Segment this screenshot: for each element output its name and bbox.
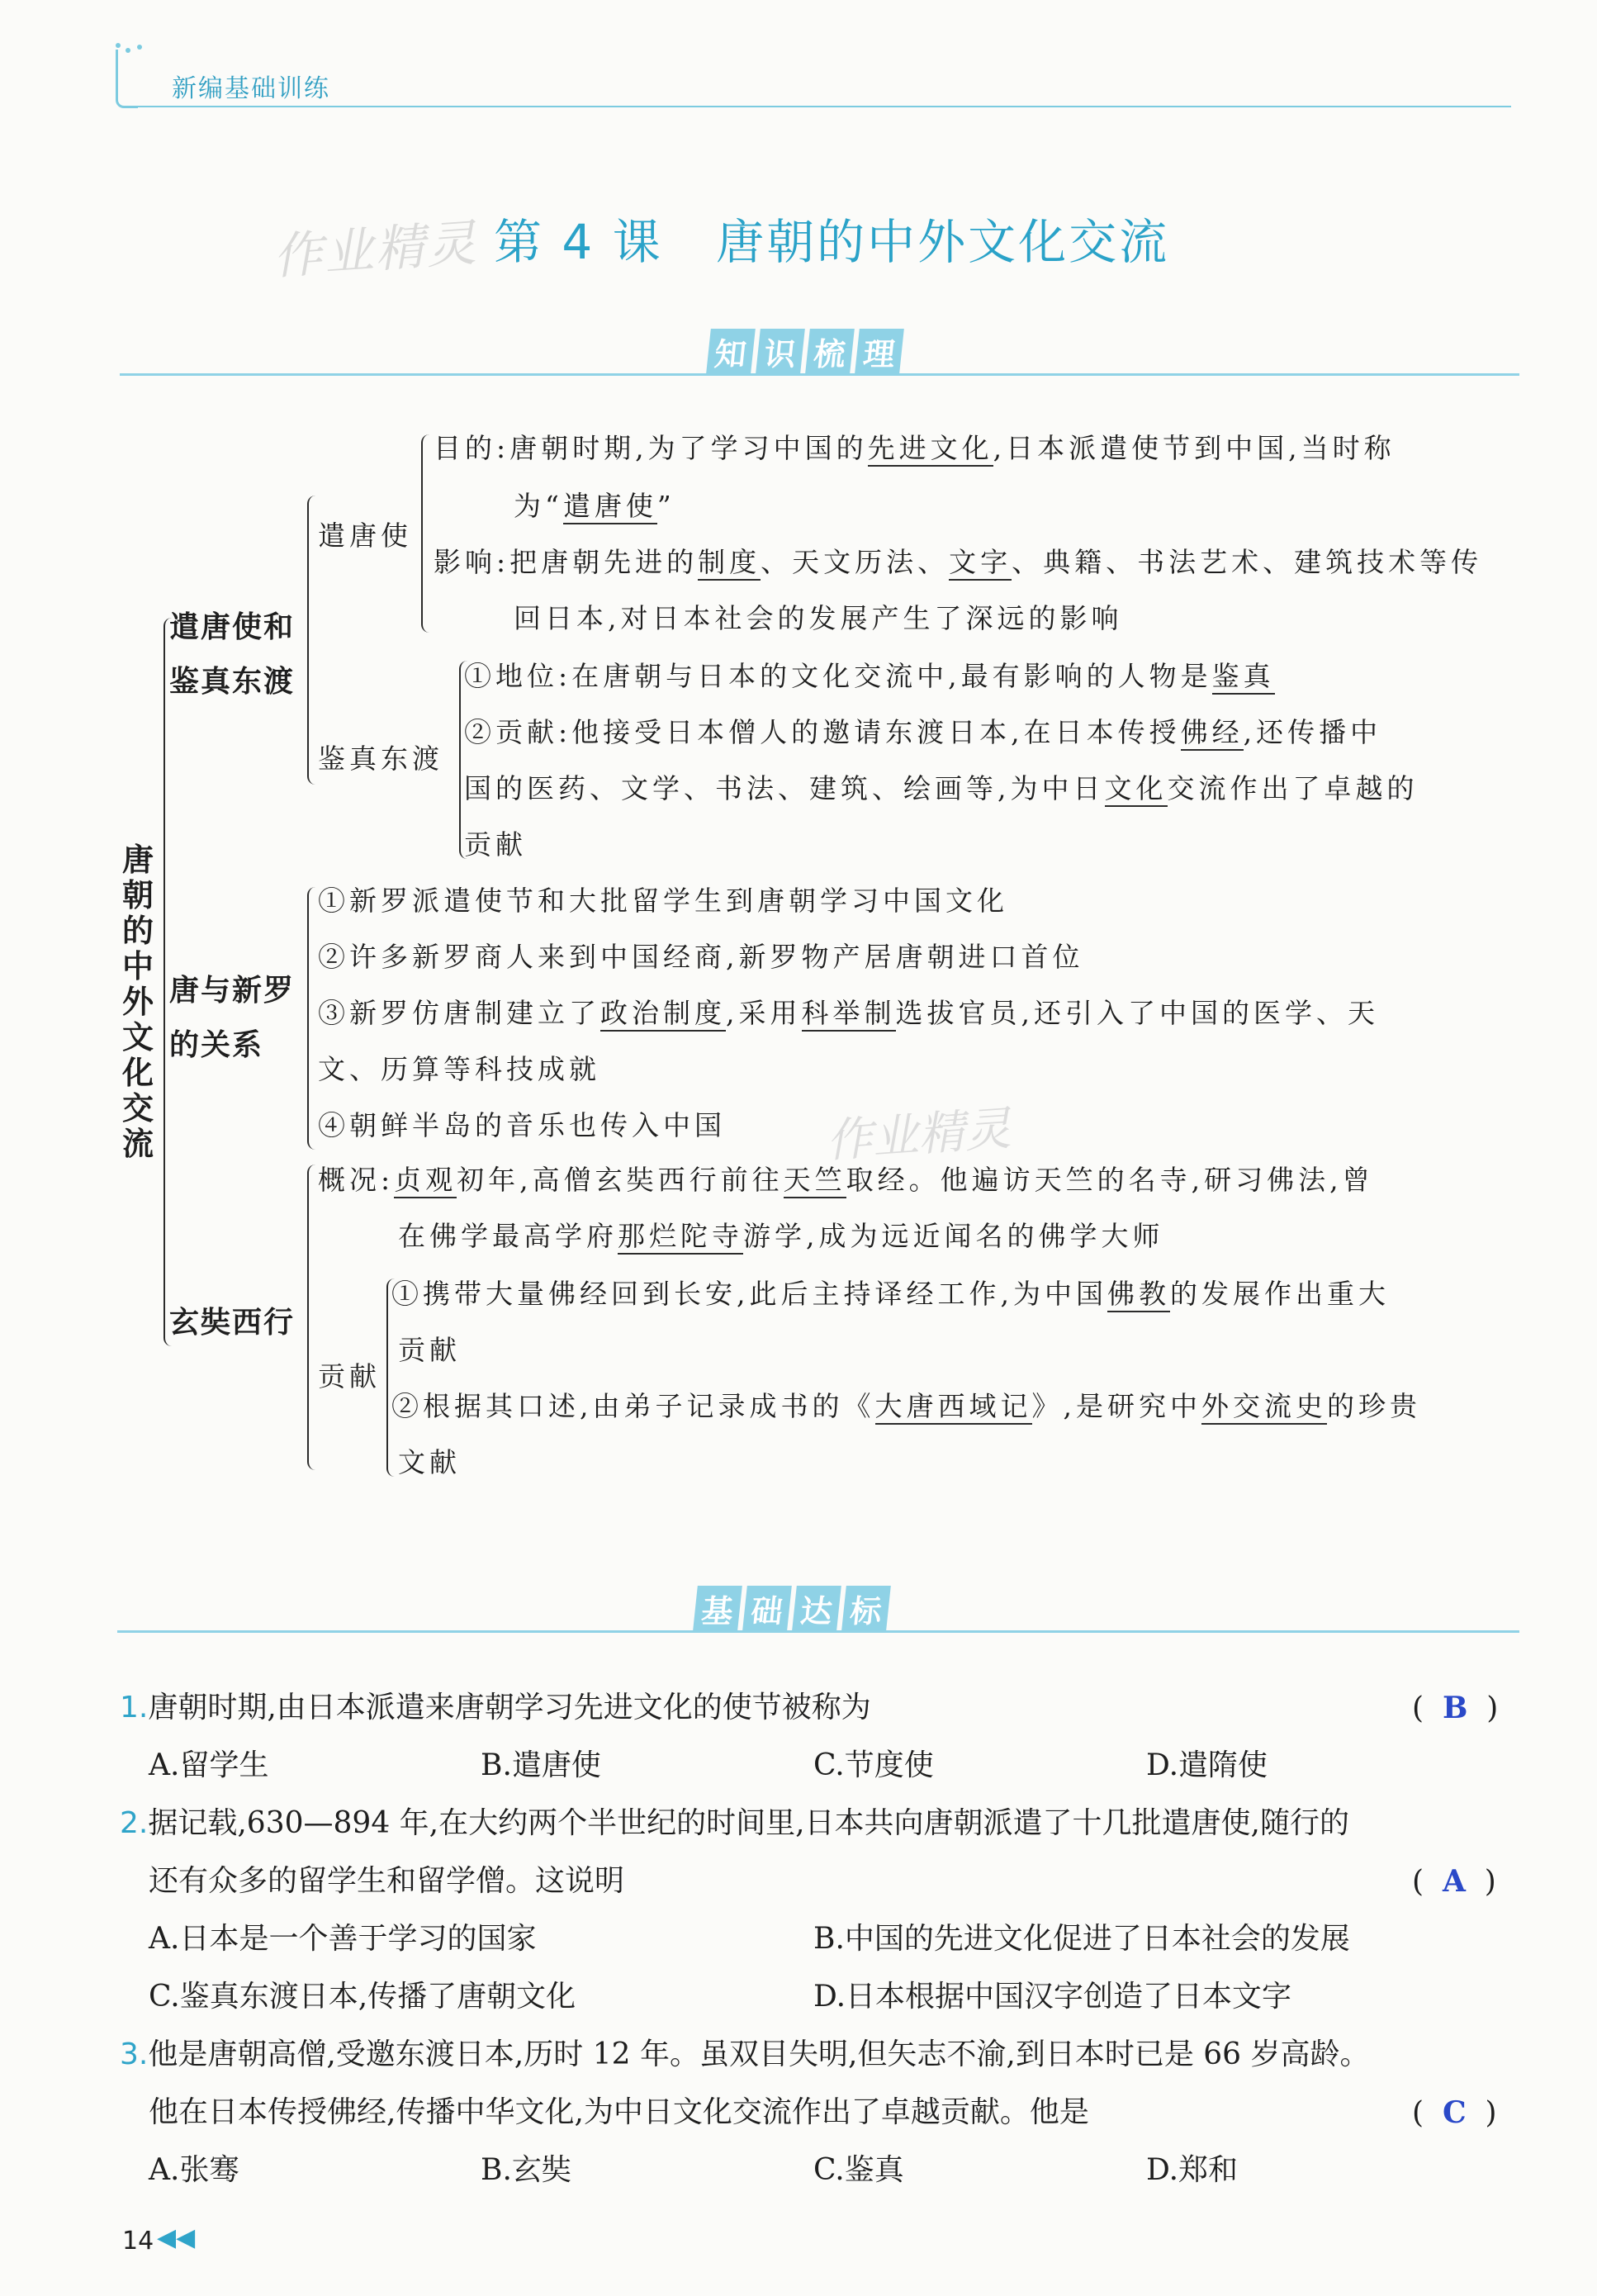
key-term: 遣唐使: [563, 490, 657, 524]
b1-sub2-label: 鉴真东渡: [318, 742, 443, 775]
key-term: 科举制: [802, 997, 896, 1032]
b3-contribution-1-line1: ①携带大量佛经回到长安,此后主持译经工作,为中国佛教的发展作出重大: [391, 1280, 1390, 1307]
tree-root: 唐朝的中外文化交流: [121, 842, 154, 1162]
double-arrow-left-icon: ◀◀: [157, 2223, 196, 2252]
banner-char: 识: [756, 329, 805, 373]
section-banner-knowledge: [708, 329, 902, 373]
key-term: 佛教: [1107, 1278, 1170, 1312]
b3-contribution-2-line1: ②根据其口述,由弟子记录成书的《大唐西域记》,是研究中外交流史的珍贵: [391, 1392, 1421, 1420]
answer-letter: A: [1442, 1864, 1466, 1899]
b1-sub1-brace: [421, 434, 431, 633]
answer-bracket: ( C ): [1412, 2095, 1497, 2130]
option: C.节度使: [813, 1748, 934, 1782]
banner-char: 知: [706, 329, 756, 373]
answer-letter: B: [1442, 1691, 1468, 1725]
key-term: 先进文化: [868, 432, 993, 467]
branch2-title-line2: 的关系: [169, 1028, 264, 1062]
question-number: 3.: [120, 2037, 149, 2071]
b1-jianzhen-line3: 国的医药、文学、书法、建筑、绘画等,为中日文化交流作出了卓越的: [464, 775, 1419, 802]
b1-influence-line2: 回日本,对日本社会的发展产生了深远的影响: [514, 602, 1123, 634]
key-term: 文字: [949, 546, 1012, 581]
key-term: 文化: [1105, 772, 1168, 807]
b1-purpose-line1: 目的:唐朝时期,为了学习中国的先进文化,日本派遣使节到中国,当时称: [434, 434, 1396, 462]
branch1-brace: [307, 496, 319, 785]
watermark-logo: 作业精灵: [824, 1102, 1013, 1169]
watermark-logo: 作业精灵: [271, 214, 480, 287]
question-3-stem-line1: 3.他是唐朝高僧,受邀东渡日本,历时 12 年。虽双目失明,但矢志不渝,到日本时已是 66 岁高龄。: [120, 2037, 1370, 2071]
series-title: 新编基础训练: [172, 74, 330, 103]
banner-char: 理: [855, 329, 904, 373]
branch1-title-line2: 鉴真东渡: [169, 665, 296, 699]
answer-bracket: ( A ): [1412, 1864, 1496, 1899]
b2-line3: ③新罗仿唐制建立了政治制度,采用科举制选拔官员,还引入了中国的医学、天: [318, 999, 1379, 1027]
key-term: 鉴真: [1212, 660, 1275, 695]
option: A.日本是一个善于学习的国家: [149, 1922, 537, 1956]
key-term: 外交流史: [1201, 1390, 1327, 1425]
b1-influence-line1: 影响:把唐朝先进的制度、天文历法、文字、典籍、书法艺术、建筑技术等传: [434, 548, 1482, 576]
b1-jianzhen-line1: ①地位:在唐朝与日本的文化交流中,最有影响的人物是鉴真: [464, 662, 1275, 690]
banner-char: 达: [792, 1586, 841, 1630]
option: C.鉴真: [813, 2153, 904, 2187]
b2-line2: ②许多新罗商人来到中国经商,新罗物产居唐朝进口首位: [318, 941, 1084, 973]
lesson-title: [494, 203, 1169, 273]
header-bracket: [116, 50, 138, 108]
option: A.张骞: [149, 2153, 239, 2187]
b1-jianzhen-line2: ②贡献:他接受日本僧人的邀请东渡日本,在日本传授佛经,还传播中: [464, 719, 1381, 746]
b3-contribution-1-line2: 贡献: [398, 1334, 461, 1366]
option: D.日本根据中国汉字创造了日本文字: [813, 1980, 1292, 2014]
b3-overview-line2: 在佛学最高学府那烂陀寺游学,成为远近闻名的佛学大师: [398, 1222, 1164, 1250]
b3-overview-line1: 概况:贞观初年,高僧玄奘西行前往天竺取经。他遍访天竺的名寺,研习佛法,曾: [318, 1166, 1374, 1193]
answer-bracket: ( B ): [1412, 1691, 1499, 1725]
option: D.郑和: [1146, 2153, 1239, 2187]
branch2-brace: [307, 887, 319, 1150]
key-term: 佛经: [1181, 716, 1244, 751]
b2-line5: ④朝鲜半岛的音乐也传入中国: [318, 1109, 726, 1141]
option: B.玄奘: [481, 2153, 571, 2187]
question-2-stem-line1: 2.据记载,630—894 年,在大约两个半世纪的时间里,日本共向唐朝派遣了十几批遣唐使,随行的: [120, 1806, 1350, 1840]
branch3-title: 玄奘西行: [169, 1306, 296, 1340]
b1-sub1-label: 遣唐使: [318, 519, 412, 552]
b2-line1: ①新罗派遣使节和大批留学生到唐朝学习中国文化: [318, 885, 1008, 917]
banner-char: 础: [742, 1586, 792, 1630]
section-rule: [120, 373, 1519, 376]
option: B.遣唐使: [481, 1748, 601, 1782]
question-number: 2.: [120, 1806, 149, 1840]
option: A.留学生: [149, 1748, 269, 1782]
branch3-brace: [307, 1165, 319, 1470]
b3-contribution-label: 贡献: [318, 1360, 381, 1392]
key-term: 制度: [698, 546, 761, 581]
option: C.鉴真东渡日本,传播了唐朝文化: [149, 1980, 576, 2014]
b3-contribution-2-line2: 文献: [398, 1446, 461, 1478]
option: B.中国的先进文化促进了日本社会的发展: [813, 1922, 1350, 1956]
b2-line4: 文、历算等科技成就: [318, 1053, 600, 1085]
banner-char: 标: [841, 1586, 891, 1630]
question-2-stem-line2: 还有众多的留学生和留学僧。这说明: [149, 1864, 625, 1898]
key-term: 那烂陀寺: [618, 1220, 743, 1255]
branch2-title-line1: 唐与新罗: [169, 974, 296, 1008]
b1-purpose-line2: 为“遣唐使”: [514, 492, 675, 519]
key-term: 大唐西域记: [875, 1390, 1032, 1425]
lesson-number: 第 4 课: [494, 214, 663, 270]
section-rule: [117, 1630, 1519, 1633]
question-1-stem: 1.唐朝时期,由日本派遣来唐朝学习先进文化的使节被称为: [120, 1691, 871, 1724]
page-number: 14: [122, 2227, 154, 2256]
banner-char: 梳: [805, 329, 855, 373]
key-term: 贞观: [394, 1164, 457, 1198]
key-term: 天竺: [784, 1164, 846, 1198]
branch1-title-line1: 遣唐使和: [169, 610, 296, 644]
question-3-stem-line2: 他在日本传授佛经,传播中华文化,为中日文化交流作出了卓越贡献。他是: [149, 2095, 1089, 2129]
b1-jianzhen-line4: 贡献: [464, 828, 527, 861]
key-term: 政治制度: [600, 997, 726, 1032]
header-rule: [132, 106, 1511, 107]
answer-letter: C: [1442, 2095, 1467, 2130]
lesson-name: 唐朝的中外文化交流: [716, 214, 1170, 270]
section-banner-basic: [695, 1586, 889, 1630]
question-number: 1.: [120, 1691, 149, 1724]
banner-char: 基: [693, 1586, 742, 1630]
option: D.遣隋使: [1146, 1748, 1268, 1782]
